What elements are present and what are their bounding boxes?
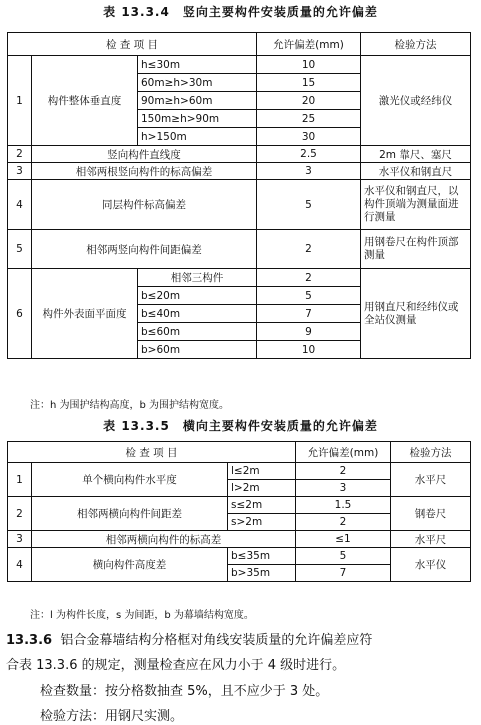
row-number: 5 (8, 230, 32, 269)
item-name: 同层构件标高偏差 (32, 180, 257, 230)
sub-condition: b≤20m (138, 287, 257, 305)
method-text: 2m 靠尺、塞尺 (361, 146, 471, 163)
header-deviation: 允许偏差(mm) (296, 442, 391, 463)
row-number: 3 (8, 531, 32, 548)
clause-text-2: 合表 13.3.6 的规定，测量检查应在风力小于 4 级时进行。 (6, 658, 346, 673)
deviation-value: 15 (257, 74, 361, 92)
header-item: 检 查 项 目 (8, 33, 257, 56)
item-name: 相邻两横向构件的标高差 (32, 531, 296, 548)
clause-line-1 (6, 629, 372, 648)
row-number: 4 (8, 180, 32, 230)
sub-condition: h>150m (138, 128, 257, 146)
deviation-value: 1.5 (296, 497, 391, 514)
sub-condition: 60m≥h>30m (138, 74, 257, 92)
table-row (8, 163, 471, 180)
method-text: 钢卷尺 (391, 497, 471, 531)
row-number: 4 (8, 548, 32, 582)
row-number: 2 (8, 146, 32, 163)
deviation-value: 5 (257, 180, 361, 230)
table-13-3-5-note: 注：l 为构件长度，s 为间距，b 为幕墙结构宽度。 (30, 610, 254, 621)
deviation-value: 2.5 (257, 146, 361, 163)
table-row (8, 230, 471, 269)
sub-condition: b>35m (228, 565, 296, 582)
sub-condition: s≤2m (228, 497, 296, 514)
method-text: 水平仪和钢直尺 (361, 163, 471, 180)
item-name: 单个横向构件水平度 (32, 463, 228, 497)
sub-condition: 150m≥h>90m (138, 110, 257, 128)
deviation-value: 2 (296, 463, 391, 480)
deviation-value: 10 (257, 56, 361, 74)
method-text: 水平尺 (391, 531, 471, 548)
deviation-value: 2 (296, 514, 391, 531)
table-row (8, 463, 471, 480)
sub-condition: h≤30m (138, 56, 257, 74)
table-row (8, 548, 471, 565)
deviation-value: 7 (257, 305, 361, 323)
deviation-value: 25 (257, 110, 361, 128)
table-row (8, 531, 471, 548)
deviation-value: 7 (296, 565, 391, 582)
deviation-value: 5 (296, 548, 391, 565)
sub-condition: b≤60m (138, 323, 257, 341)
method-text: 激光仪或经纬仪 (361, 56, 471, 146)
deviation-value: 20 (257, 92, 361, 110)
sub-condition: l>2m (228, 480, 296, 497)
deviation-value: 2 (257, 230, 361, 269)
deviation-value: 30 (257, 128, 361, 146)
sub-condition: b>60m (138, 341, 257, 359)
table-13-3-5-title: 表 13.3.5 横向主要构件安装质量的允许偏差 (103, 419, 378, 433)
table-13-3-4 (7, 32, 471, 359)
deviation-value: 10 (257, 341, 361, 359)
deviation-value: 3 (296, 480, 391, 497)
header-deviation: 允许偏差(mm) (257, 33, 361, 56)
deviation-value: ≤1 (296, 531, 391, 548)
item-name: 横向构件高度差 (32, 548, 228, 582)
table-row (8, 269, 471, 287)
item-name: 相邻两横向构件间距差 (32, 497, 228, 531)
row-number: 3 (8, 163, 32, 180)
row-number: 6 (8, 269, 32, 359)
table-row (8, 497, 471, 514)
item-name: 构件外表面平面度 (32, 269, 138, 359)
deviation-value: 3 (257, 163, 361, 180)
sub-condition: l≤2m (228, 463, 296, 480)
table-header-row (8, 33, 471, 56)
row-number: 1 (8, 56, 32, 146)
sub-condition: 90m≥h>60m (138, 92, 257, 110)
method-text: 水平仪 (391, 548, 471, 582)
method-text: 用钢卷尺在构件顶部测量 (361, 230, 471, 269)
table-13-3-5 (7, 441, 471, 582)
clause-number: 13.3.6 (6, 633, 53, 648)
sub-condition: b≤40m (138, 305, 257, 323)
deviation-value: 2 (257, 269, 361, 287)
item-name: 竖向构件直线度 (32, 146, 257, 163)
inspection-method: 检验方法：用钢尺实测。 (40, 709, 184, 724)
row-number: 2 (8, 497, 32, 531)
header-item: 检 查 项 目 (8, 442, 296, 463)
table-row (8, 146, 471, 163)
table-row (8, 56, 471, 74)
sub-condition: s>2m (228, 514, 296, 531)
table-13-3-4-note: 注：h 为围护结构高度，b 为围护结构宽度。 (30, 400, 230, 411)
method-text: 水平尺 (391, 463, 471, 497)
method-text: 用钢直尺和经纬仪或全站仪测量 (361, 269, 471, 359)
row-number: 1 (8, 463, 32, 497)
clause-text-1: 铝合金幕墙结构分格框对角线安装质量的允许偏差应符 (60, 633, 373, 648)
item-name: 构件整体垂直度 (32, 56, 138, 146)
deviation-value: 9 (257, 323, 361, 341)
sub-condition: 相邻三构件 (138, 269, 257, 287)
table-13-3-4-title: 表 13.3.4 竖向主要构件安装质量的允许偏差 (103, 5, 378, 19)
table-header-row (8, 442, 471, 463)
header-method: 检验方法 (391, 442, 471, 463)
table-row (8, 180, 471, 230)
header-method: 检验方法 (361, 33, 471, 56)
sub-condition: b≤35m (228, 548, 296, 565)
item-name: 相邻两根竖向构件的标高偏差 (32, 163, 257, 180)
item-name: 相邻两竖向构件间距偏差 (32, 230, 257, 269)
inspection-quantity: 检查数量：按分格数抽查 5%，且不应少于 3 处。 (40, 684, 329, 699)
deviation-value: 5 (257, 287, 361, 305)
method-text: 水平仪和钢直尺，以构件顶端为测量面进行测量 (361, 180, 471, 230)
